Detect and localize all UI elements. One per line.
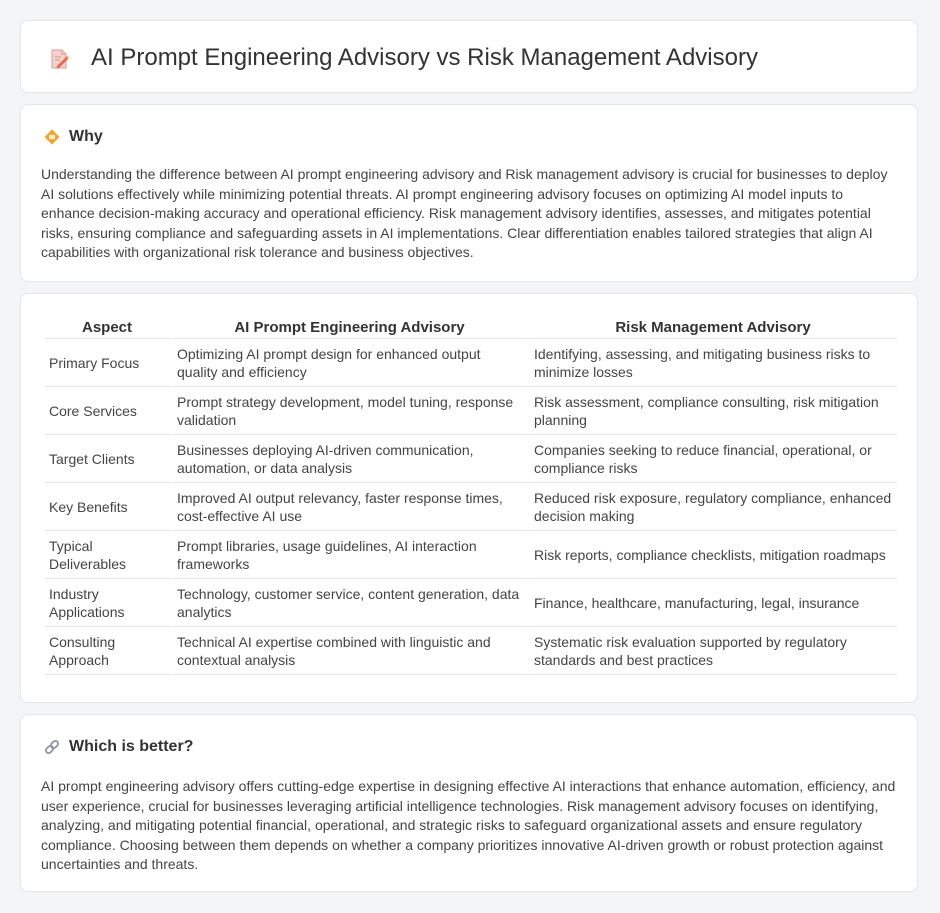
aspect-cell: Core Services: [44, 387, 170, 435]
title-card: [20, 20, 918, 93]
which-header: [43, 737, 193, 757]
table-row: [44, 339, 897, 387]
risk-management-cell: Finance, healthcare, manufacturing, legal, insurance: [529, 579, 897, 627]
column-header-risk-management: Risk Management Advisory: [529, 315, 897, 339]
ai-prompt-cell: Businesses deploying AI-driven communication, automation, or data analysis: [172, 435, 527, 483]
page-title: AI Prompt Engineering Advisory vs Risk Management Advisory: [91, 44, 758, 71]
risk-management-cell: Companies seeking to reduce financial, operational, or compliance risks: [529, 435, 897, 483]
ai-prompt-cell: Prompt libraries, usage guidelines, AI interaction frameworks: [172, 531, 527, 579]
which-text: AI prompt engineering advisory offers cutting-edge expertise in designing effective AI interactions that enhance automation, efficiency, and user experience, crucial for businesses leveraging artificial intelligence technologies. Risk management advisory focuses on identifying, analyzing, and mitigating potential financial, operational, and strategic risks to safeguard organizational assets and ensure regulatory compliance. Choosing between them depends on whether a company prioritizes innovative AI-driven growth or robust protection against uncertainties and threats.: [41, 778, 896, 872]
document-pencil-icon: [47, 47, 71, 71]
column-header-aspect: Aspect: [44, 315, 170, 339]
comparison-table: [42, 315, 899, 675]
table-row: [44, 435, 897, 483]
ai-prompt-cell: Technical AI expertise combined with linguistic and contextual analysis: [172, 627, 527, 675]
risk-management-cell: Identifying, assessing, and mitigating business risks to minimize losses: [529, 339, 897, 387]
ai-prompt-cell: Optimizing AI prompt design for enhanced output quality and efficiency: [172, 339, 527, 387]
risk-management-cell: Reduced risk exposure, regulatory compliance, enhanced decision making: [529, 483, 897, 531]
ai-prompt-cell: Improved AI output relevancy, faster response times, cost-effective AI use: [172, 483, 527, 531]
aspect-cell: Consulting Approach: [44, 627, 170, 675]
table-header-row: [44, 315, 897, 339]
comparison-section: [20, 293, 918, 703]
ai-prompt-cell: Technology, customer service, content generation, data analytics: [172, 579, 527, 627]
why-text: Understanding the difference between AI prompt engineering advisory and Risk management advisory is crucial for businesses to deploy AI solutions effectively while minimizing potential threats. AI prompt engineering advisory focuses on optimizing AI model inputs to enhance decision-making accuracy and operational efficiency. Risk management advisory identifies, assesses, and mitigates potential risks, ensuring compliance and safeguarding assets in AI implementations. Clear differentiation enables tailored strategies that align AI capabilities with organizational risk tolerance and business objectives.: [41, 166, 888, 260]
aspect-cell: Primary Focus: [44, 339, 170, 387]
aspect-cell: Target Clients: [44, 435, 170, 483]
why-section: [20, 104, 918, 282]
risk-management-cell: Systematic risk evaluation supported by regulatory standards and best practices: [529, 627, 897, 675]
table-row: [44, 387, 897, 435]
link-icon: [43, 738, 61, 756]
aspect-cell: Industry Applications: [44, 579, 170, 627]
risk-management-cell: Risk assessment, compliance consulting, risk mitigation planning: [529, 387, 897, 435]
why-header: [43, 127, 103, 147]
ai-prompt-cell: Prompt strategy development, model tuning, response validation: [172, 387, 527, 435]
aspect-cell: Typical Deliverables: [44, 531, 170, 579]
table-row: [44, 483, 897, 531]
table-row: [44, 627, 897, 675]
which-section: [20, 714, 918, 892]
column-header-ai-prompt: AI Prompt Engineering Advisory: [172, 315, 527, 339]
which-heading: Which is better?: [69, 738, 194, 755]
table-row: [44, 531, 897, 579]
aspect-cell: Key Benefits: [44, 483, 170, 531]
table-row: [44, 579, 897, 627]
risk-management-cell: Risk reports, compliance checklists, mitigation roadmaps: [529, 531, 897, 579]
why-heading: Why: [69, 128, 103, 145]
diamond-icon: [43, 128, 61, 146]
